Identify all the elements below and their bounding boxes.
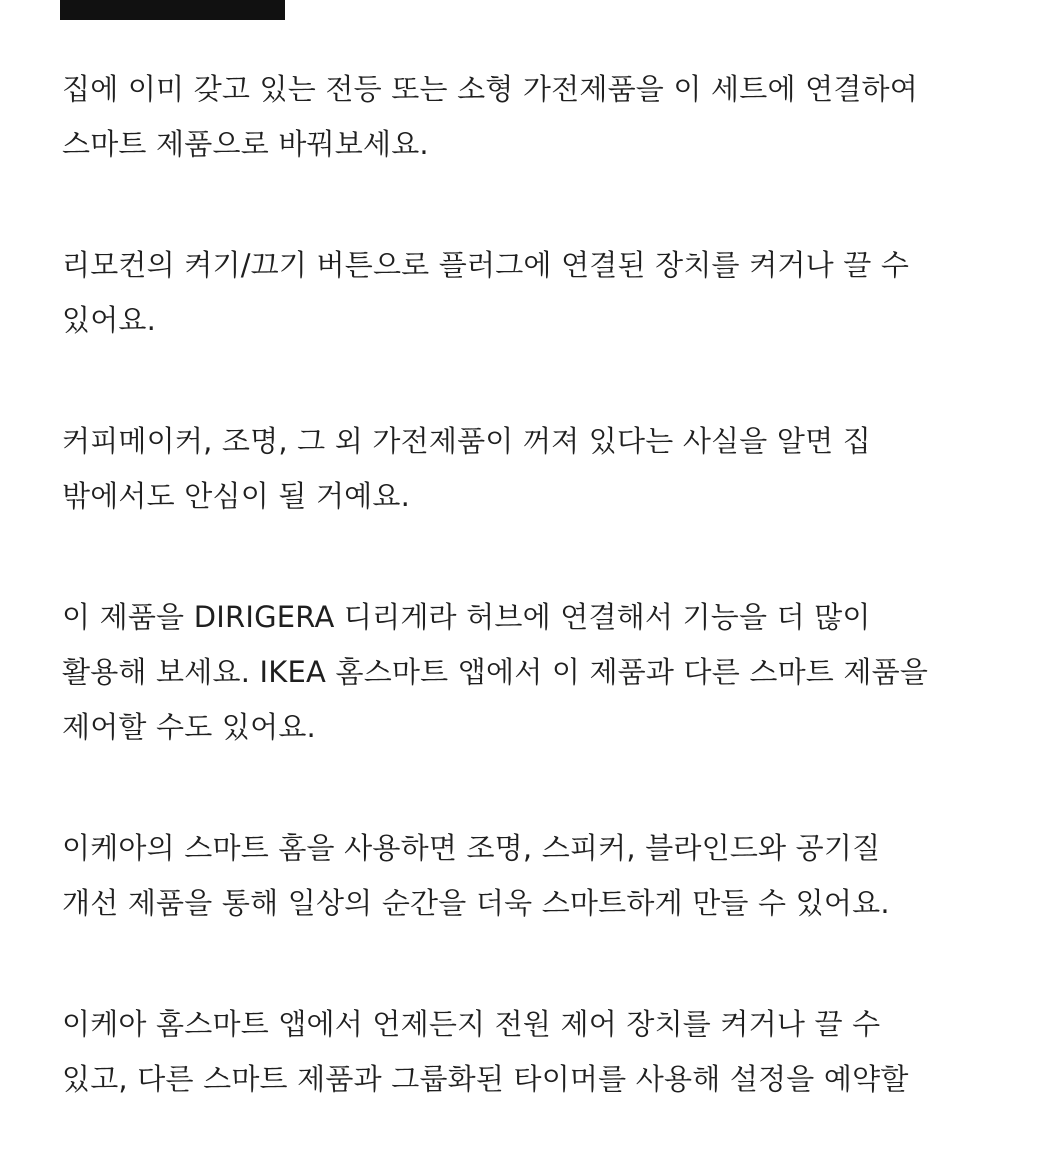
paragraph-line: 스마트 제품으로 바꿔보세요. [62, 127, 429, 161]
description-paragraph [62, 62, 1002, 172]
section-header-badge [60, 0, 285, 20]
paragraph-line: 제어할 수도 있어요. [62, 710, 316, 744]
description-paragraph [62, 590, 1002, 755]
description-paragraph [62, 238, 1002, 348]
paragraph-line: 밖에서도 안심이 될 거예요. [62, 479, 411, 513]
paragraph-line: 개선 제품을 통해 일상의 순간을 더욱 스마트하게 만들 수 있어요. [62, 886, 890, 920]
paragraph-line: 리모컨의 켜기/끄기 버튼으로 플러그에 연결된 장치를 켜거나 끌 수 [62, 248, 910, 282]
description-paragraph [62, 997, 1002, 1107]
description-paragraph [62, 414, 1002, 524]
paragraph-line: 커피메이커, 조명, 그 외 가전제품이 꺼져 있다는 사실을 알면 집 [62, 424, 871, 458]
paragraph-line: 활용해 보세요. IKEA 홈스마트 앱에서 이 제품과 다른 스마트 제품을 [62, 655, 929, 689]
paragraph-line: 이케아 홈스마트 앱에서 언제든지 전원 제어 장치를 켜거나 끌 수 [62, 1007, 881, 1041]
paragraph-line: 있고, 다른 스마트 제품과 그룹화된 타이머를 사용해 설정을 예약할 [62, 1062, 909, 1096]
paragraph-line: 있어요. [62, 303, 157, 337]
paragraph-line: 집에 이미 갖고 있는 전등 또는 소형 가전제품을 이 세트에 연결하여 [62, 72, 918, 106]
description-paragraph [62, 821, 1002, 931]
paragraph-line: 이 제품을 DIRIGERA 디리게라 허브에 연결해서 기능을 더 많이 [62, 600, 871, 634]
product-description [62, 62, 1002, 1173]
paragraph-line: 이케아의 스마트 홈을 사용하면 조명, 스피커, 블라인드와 공기질 [62, 831, 881, 865]
